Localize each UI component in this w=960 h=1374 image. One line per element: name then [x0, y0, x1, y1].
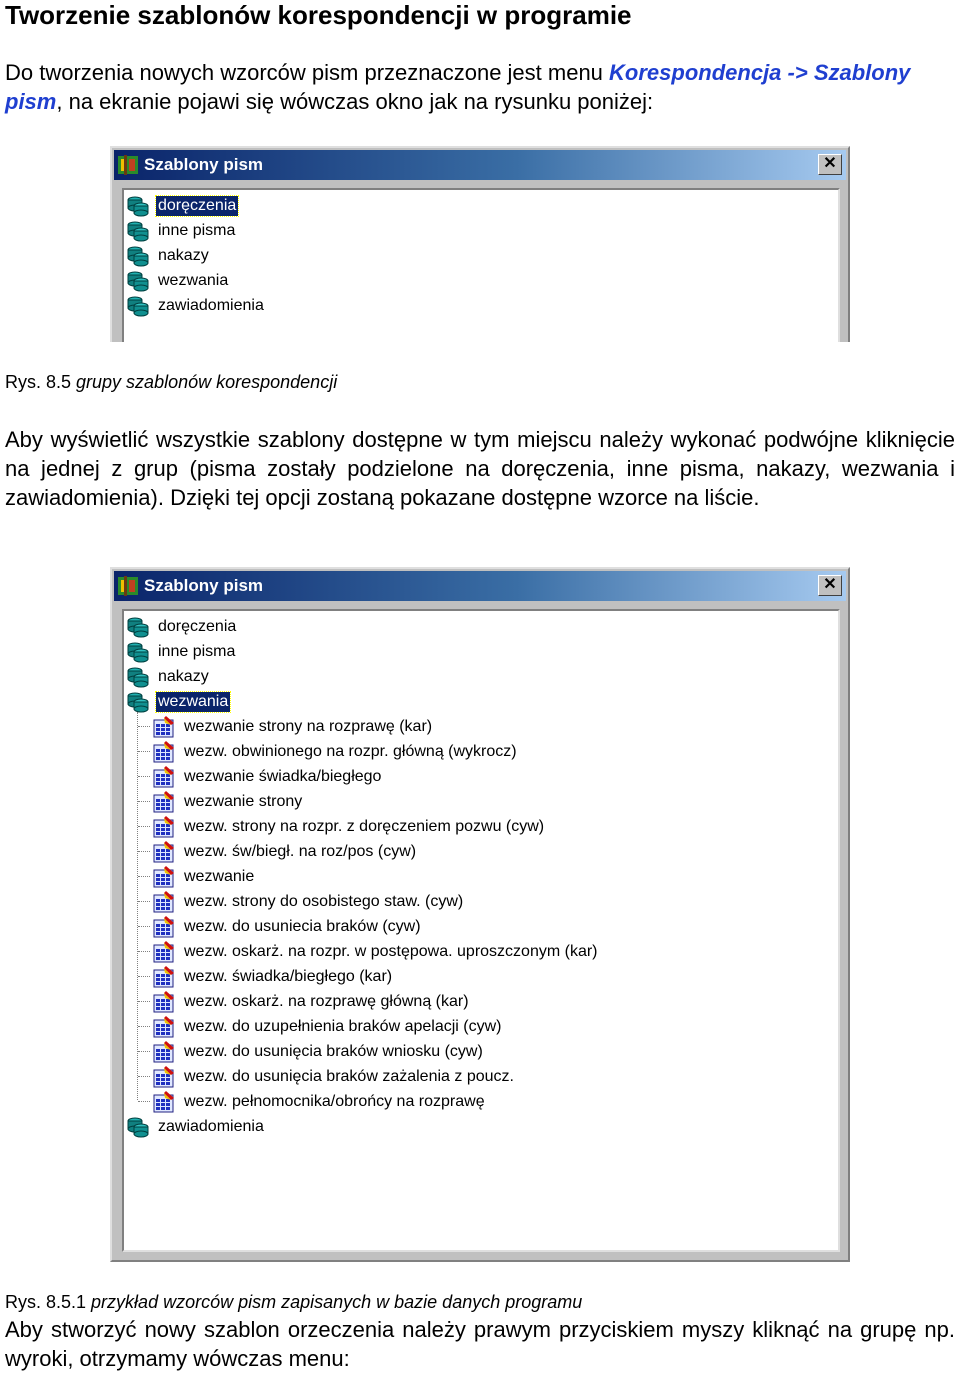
document-template-icon — [152, 790, 176, 814]
database-icon — [126, 615, 150, 639]
caption-number: Rys. 8.5.1 — [5, 1292, 87, 1312]
group-tree — [122, 188, 840, 342]
template-label: wezw. oskarż. na rozpr. w postępowa. uproszczonym (kar) — [184, 942, 598, 960]
caption-text: grupy szablonów korespondencji — [71, 372, 338, 392]
tree-connector — [138, 1051, 150, 1052]
database-icon — [126, 1115, 150, 1139]
tree-connector — [138, 1101, 150, 1102]
tree-group-item[interactable] — [126, 639, 237, 664]
tree-template-item[interactable] — [152, 914, 423, 939]
tree-template-item[interactable] — [152, 764, 383, 789]
document-template-icon — [152, 965, 176, 989]
tree-connector — [138, 1076, 150, 1077]
tree-template-item[interactable] — [152, 839, 418, 864]
template-label: wezw. do usuniecia braków (cyw) — [184, 917, 421, 935]
template-label: wezw. oskarż. na rozprawę główną (kar) — [184, 992, 469, 1010]
database-icon — [126, 294, 150, 318]
tree-group-item[interactable] — [126, 243, 211, 268]
group-label: inne pisma — [158, 642, 236, 660]
template-label: wezwanie świadka/biegłego — [184, 767, 382, 785]
tree-connector — [138, 876, 150, 877]
document-template-icon — [152, 815, 176, 839]
tree-template-item[interactable] — [152, 1089, 487, 1114]
tree-template-item[interactable] — [152, 814, 546, 839]
caption-number: Rys. 8.5 — [5, 372, 72, 392]
tree-connector — [138, 751, 150, 752]
tree-template-item[interactable] — [152, 1064, 516, 1089]
tree-connector — [137, 712, 138, 1100]
tree-group-item[interactable] — [126, 1114, 266, 1139]
tree-group-item[interactable] — [126, 293, 266, 318]
document-template-icon — [152, 915, 176, 939]
tree-connector — [138, 776, 150, 777]
document-template-icon — [152, 990, 176, 1014]
group-label: doręczenia — [158, 617, 237, 635]
tree-group-item[interactable] — [126, 218, 237, 243]
tree-connector — [138, 1001, 150, 1002]
window-title: Szablony pism — [144, 155, 264, 174]
document-template-icon — [152, 940, 176, 964]
tree-connector — [138, 951, 150, 952]
tree-connector — [138, 926, 150, 927]
group-label: zawiadomienia — [158, 296, 264, 314]
templates-window-groups — [110, 146, 850, 342]
tree-group-item[interactable] — [126, 614, 238, 639]
tree-connector — [138, 726, 150, 727]
app-icon — [117, 575, 139, 597]
tree-connector — [138, 851, 150, 852]
figure-caption-1 — [5, 371, 337, 393]
close-icon[interactable]: ✕ — [818, 154, 842, 175]
database-icon — [126, 244, 150, 268]
document-template-icon — [152, 1065, 176, 1089]
document-template-icon — [152, 740, 176, 764]
database-icon — [126, 269, 150, 293]
document-template-icon — [152, 840, 176, 864]
tree-connector — [138, 801, 150, 802]
tree-group-item[interactable] — [126, 193, 238, 218]
template-label: wezwanie strony na rozprawę (kar) — [184, 717, 433, 735]
template-label: wezw. strony na rozpr. z doręczeniem pozwu (cyw) — [184, 817, 545, 835]
document-template-icon — [152, 715, 176, 739]
group-label: inne pisma — [158, 221, 236, 239]
instructions-paragraph: Aby wyświetlić wszystkie szablony dostępne w tym miejscu należy wykonać podwójne kliknięcie na jednej z grup (pisma zostały podzielone na doręczenia, inne pisma, nakazy, wezwania i zawiadomienia). Dzięki tej opcji zostaną pokazane dostępne wzorce na liście. — [5, 427, 955, 510]
document-template-icon — [152, 865, 176, 889]
tree-template-item[interactable] — [152, 714, 434, 739]
next-step-paragraph: Aby stworzyć nowy szablon orzeczenia należy prawym przyciskiem myszy kliknąć na grupę np. wyroki, otrzymamy wówczas menu: — [5, 1317, 955, 1371]
template-label: wezw. do usunięcia braków zażalenia z poucz. — [184, 1067, 514, 1085]
tree-connector — [138, 826, 150, 827]
tree-template-item[interactable] — [152, 889, 465, 914]
tree-template-item[interactable] — [152, 989, 471, 1014]
tree-template-item[interactable] — [152, 789, 304, 814]
app-icon — [117, 154, 139, 176]
document-template-icon — [152, 890, 176, 914]
caption-text: przykład wzorców pism zapisanych w bazie danych programu — [86, 1292, 583, 1312]
intro-text-before: Do tworzenia nowych wzorców pism przeznaczone jest menu — [5, 60, 610, 85]
group-label: wezwania — [158, 271, 229, 289]
database-icon — [126, 194, 150, 218]
tree-connector — [138, 1026, 150, 1027]
template-label: wezw. obwinionego na rozpr. główną (wykrocz) — [184, 742, 517, 760]
tree-group-item[interactable] — [126, 268, 230, 293]
tree-group-item-expanded[interactable] — [126, 689, 230, 714]
database-icon — [126, 665, 150, 689]
tree-template-item[interactable] — [152, 1039, 485, 1064]
template-label: wezw. św/biegł. na roz/pos (cyw) — [184, 842, 417, 860]
window-titlebar[interactable] — [114, 150, 846, 180]
tree-template-item[interactable] — [152, 1014, 504, 1039]
database-icon — [126, 690, 150, 714]
template-label: wezw. świadka/biegłego (kar) — [184, 967, 393, 985]
template-label: wezwanie strony — [184, 792, 303, 810]
group-label: doręczenia — [158, 196, 237, 214]
group-label: nakazy — [158, 667, 209, 685]
templates-window-expanded — [110, 567, 850, 1262]
figure-caption-2 — [5, 1291, 582, 1313]
document-template-icon — [152, 765, 176, 789]
group-label: nakazy — [158, 246, 209, 264]
tree-template-item[interactable] — [152, 964, 394, 989]
document-template-icon — [152, 1015, 176, 1039]
group-label: wezwania — [158, 692, 229, 710]
document-template-icon — [152, 1040, 176, 1064]
window-titlebar[interactable] — [114, 571, 846, 601]
template-label: wezw. do usunięcia braków wniosku (cyw) — [184, 1042, 483, 1060]
tree-group-item[interactable] — [126, 664, 211, 689]
close-icon[interactable]: ✕ — [818, 575, 842, 596]
tree-template-item[interactable] — [152, 864, 256, 889]
intro-text-after: , na ekranie pojawi się wówczas okno jak na rysunku poniżej: — [56, 89, 654, 114]
window-title: Szablony pism — [144, 576, 264, 595]
database-icon — [126, 219, 150, 243]
template-label: wezwanie — [184, 867, 255, 885]
tree-connector — [138, 976, 150, 977]
template-label: wezw. do uzupełnienia braków apelacji (cyw) — [184, 1017, 502, 1035]
menu-path-link: Korespondencja -> Szablony pism — [5, 60, 911, 114]
document-template-icon — [152, 1090, 176, 1114]
template-label: wezw. pełnomocnika/obrońcy na rozprawę — [184, 1092, 485, 1110]
database-icon — [126, 640, 150, 664]
intro-paragraph — [5, 58, 955, 116]
page-title: Tworzenie szablonów korespondencji w programie — [5, 0, 632, 30]
group-label: zawiadomienia — [158, 1117, 264, 1135]
tree-template-item[interactable] — [152, 939, 600, 964]
template-tree — [122, 609, 840, 1252]
tree-connector — [138, 901, 150, 902]
template-label: wezw. strony do osobistego staw. (cyw) — [184, 892, 464, 910]
tree-template-item[interactable] — [152, 739, 519, 764]
